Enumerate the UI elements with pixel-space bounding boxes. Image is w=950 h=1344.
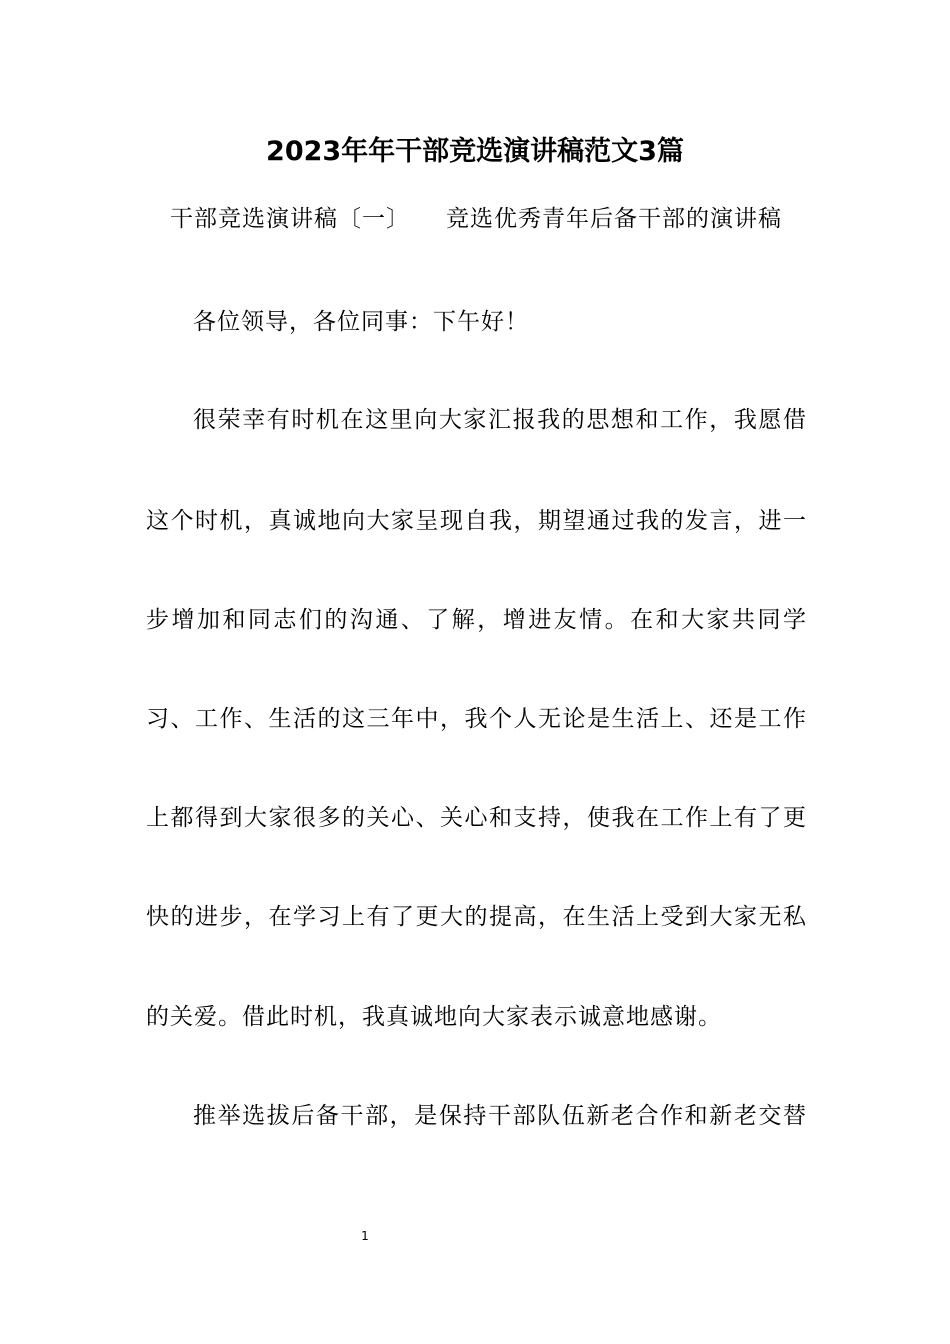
document-title: 2023年年干部竞选演讲稿范文3篇 bbox=[266, 136, 684, 167]
paragraph-2-line-1: 推举选拔后备干部，是保持干部队伍新老合作和新老交替 bbox=[193, 1103, 806, 1129]
subtitle-left: 干部竞选演讲稿〔一〕 bbox=[170, 206, 410, 232]
subtitle-right: 竞选优秀青年后备干部的演讲稿 bbox=[446, 206, 782, 232]
paragraph-1-line-2: 这个时机，真诚地向大家呈现自我，期望通过我的发言，进一 bbox=[146, 508, 806, 534]
paragraph-1-line-4: 习、工作、生活的这三年中，我个人无论是生活上、还是工作 bbox=[146, 706, 806, 732]
document-subtitle bbox=[170, 201, 782, 237]
greeting-line: 各位领导，各位同事：下午好！ bbox=[193, 309, 529, 335]
paragraph-1-line-6: 快的进步，在学习上有了更大的提高，在生活上受到大家无私 bbox=[146, 904, 806, 930]
page-number: 1 bbox=[361, 1229, 369, 1243]
paragraph-1-line-7: 的关爱。借此时机，我真诚地向大家表示诚意地感谢。 bbox=[146, 1004, 722, 1030]
paragraph-1-line-3: 步增加和同志们的沟通、了解，增进友情。在和大家共同学 bbox=[146, 607, 806, 633]
paragraph-1-line-5: 上都得到大家很多的关心、关心和支持，使我在工作上有了更 bbox=[146, 805, 806, 831]
paragraph-1-line-1: 很荣幸有时机在这里向大家汇报我的思想和工作，我愿借 bbox=[193, 407, 806, 433]
